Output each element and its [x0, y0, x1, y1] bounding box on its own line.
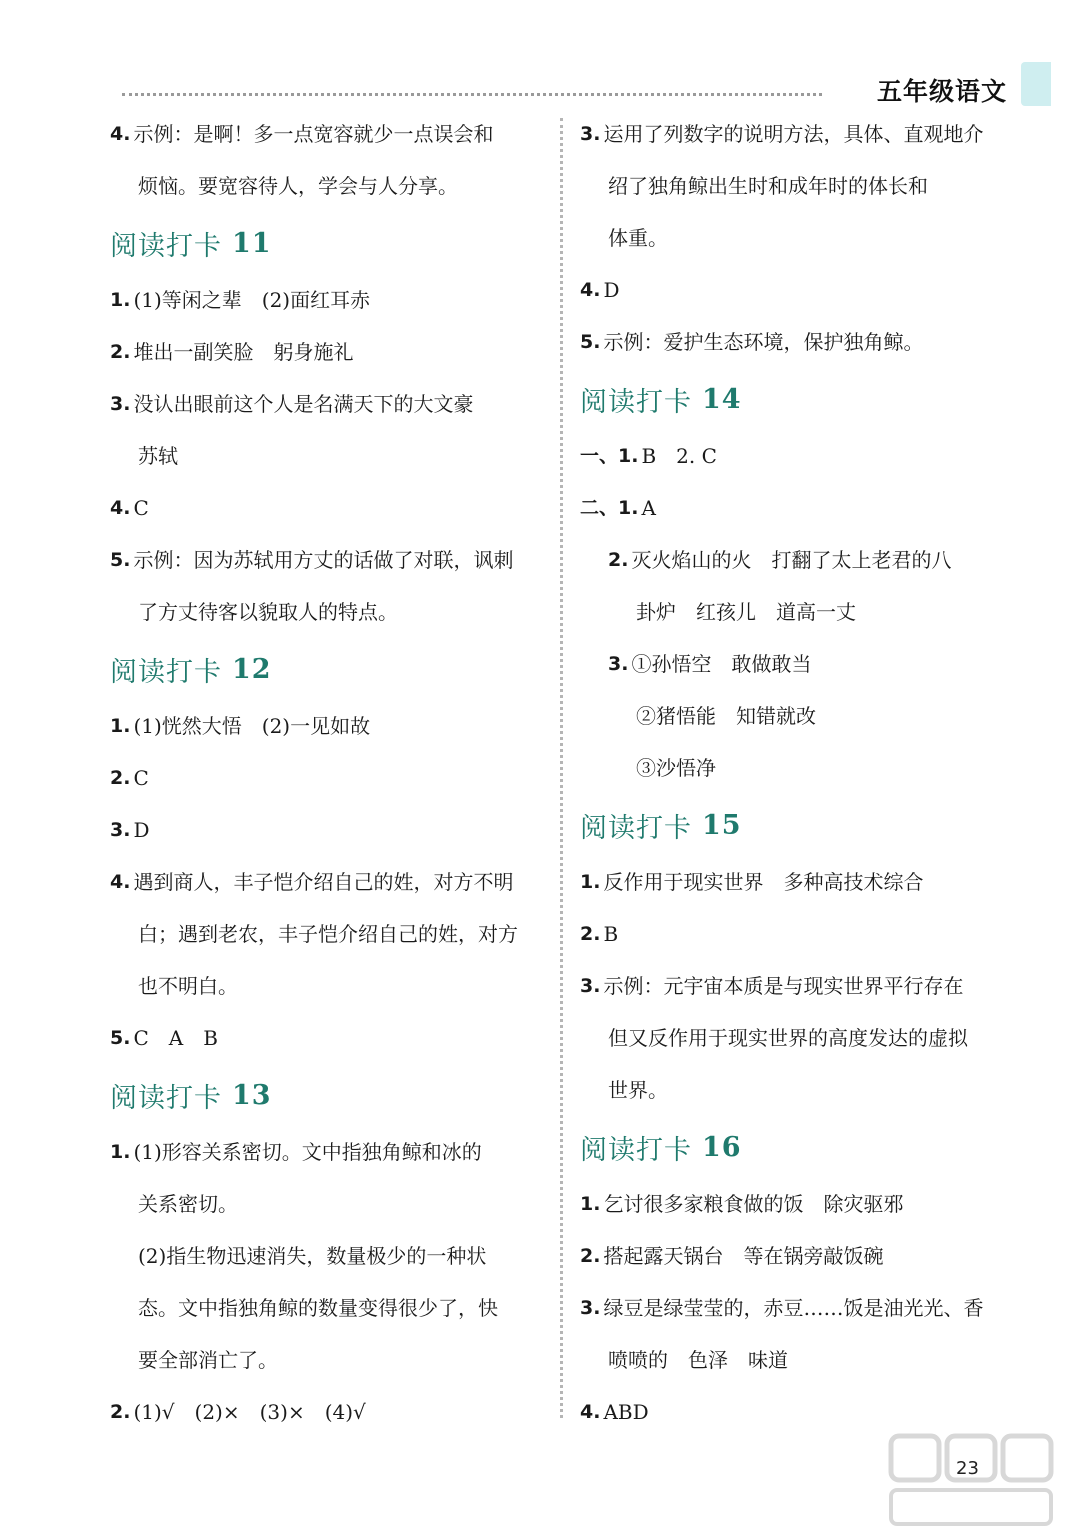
item-number: 3.	[580, 975, 601, 997]
answer-text: 运用了列数字的说明方法，具体、直观地介	[603, 122, 984, 146]
answer-continuation	[110, 1282, 550, 1334]
answer-item	[580, 1230, 1020, 1282]
answer-text: 搭起露天锅台 等在锅旁敲饭碗	[603, 1244, 884, 1268]
answer-text: 示例：因为苏轼用方丈的话做了对联，讽刺	[133, 548, 514, 572]
answer-text: 卦炉 红孩儿 道高一丈	[636, 600, 856, 624]
answer-continuation	[110, 908, 550, 960]
answer-text: C	[133, 496, 149, 520]
left-column	[110, 108, 550, 1438]
answer-continuation	[110, 1178, 550, 1230]
answer-item	[110, 274, 550, 326]
answer-item	[580, 316, 1020, 368]
item-number: 一、1.	[580, 445, 639, 467]
answer-continuation	[580, 690, 1020, 742]
answer-text: 灭火焰山的火 打翻了太上老君的八	[631, 548, 952, 572]
right-column	[580, 108, 1020, 1438]
answer-item	[580, 534, 1020, 586]
answer-text: 态。文中指独角鲸的数量变得很少了，快	[138, 1296, 498, 1320]
answer-text: ②猪悟能 知错就改	[636, 704, 816, 728]
item-number: 5.	[110, 549, 131, 571]
answer-text: 喷喷的 色泽 味道	[608, 1348, 788, 1372]
answer-item	[110, 1126, 550, 1178]
page-number: 23	[956, 1458, 979, 1479]
section-number: 16	[702, 1131, 742, 1163]
answer-text: 白；遇到老农，丰子恺介绍自己的姓，对方	[138, 922, 518, 946]
section-heading	[110, 1064, 550, 1126]
watermark-logo	[885, 1430, 1055, 1530]
section-label: 阅读打卡	[580, 386, 692, 418]
answer-text: (1)等闲之辈 (2)面红耳赤	[133, 288, 371, 312]
item-number: 4.	[110, 871, 131, 893]
answer-text: 乞讨很多家粮食做的饭 除灾驱邪	[603, 1192, 904, 1216]
answer-continuation	[580, 1334, 1020, 1386]
item-number: 4.	[580, 279, 601, 301]
item-number: 二、1.	[580, 497, 639, 519]
answer-text: 但又反作用于现实世界的高度发达的虚拟	[608, 1026, 968, 1050]
item-number: 1.	[110, 1141, 131, 1163]
answer-text: 示例：爱护生态环境，保护独角鲸。	[603, 330, 924, 354]
section-heading	[110, 638, 550, 700]
section-label: 阅读打卡	[110, 230, 222, 262]
answer-item	[580, 482, 1020, 534]
answer-item	[580, 108, 1020, 160]
answer-continuation	[110, 1230, 550, 1282]
section-number: 14	[702, 383, 742, 415]
section-number: 12	[232, 653, 272, 685]
answer-text: A	[641, 496, 656, 520]
answer-text: (1)恍然大悟 (2)一见如故	[133, 714, 371, 738]
section-label: 阅读打卡	[110, 656, 222, 688]
answer-text: 反作用于现实世界 多种高技术综合	[603, 870, 924, 894]
item-number: 2.	[580, 1245, 601, 1267]
answer-item	[110, 700, 550, 752]
answer-text: 体重。	[608, 226, 668, 250]
item-number: 2.	[580, 923, 601, 945]
answer-text: ABD	[603, 1400, 649, 1424]
header-tab-decoration	[1021, 62, 1051, 106]
answer-item	[580, 1178, 1020, 1230]
section-heading	[110, 212, 550, 274]
answer-item	[110, 856, 550, 908]
item-number: 2.	[110, 767, 131, 789]
answer-continuation	[110, 160, 550, 212]
answer-item	[580, 638, 1020, 690]
section-number: 13	[232, 1079, 272, 1111]
header-dotted-rule	[122, 93, 822, 96]
answer-text: 烦恼。要宽容待人，学会与人分享。	[138, 174, 458, 198]
answer-text: (1)√ (2)× (3)× (4)√	[133, 1400, 366, 1424]
answer-text: 遇到商人，丰子恺介绍自己的姓，对方不明	[133, 870, 514, 894]
section-label: 阅读打卡	[580, 812, 692, 844]
item-number: 2.	[110, 1401, 131, 1423]
section-label: 阅读打卡	[580, 1134, 692, 1166]
answer-text: 绿豆是绿莹莹的，赤豆……饭是油光光、香	[603, 1296, 984, 1320]
answer-item	[580, 856, 1020, 908]
section-label: 阅读打卡	[110, 1082, 222, 1114]
answer-item	[110, 378, 550, 430]
answer-item	[580, 960, 1020, 1012]
answer-text: 关系密切。	[138, 1192, 238, 1216]
answer-text: 苏轼	[138, 444, 178, 468]
answer-text: C A B	[133, 1026, 218, 1050]
answer-text: C	[133, 766, 149, 790]
answer-continuation	[580, 586, 1020, 638]
item-number: 3.	[110, 819, 131, 841]
answer-text: D	[133, 818, 150, 842]
answer-continuation	[580, 160, 1020, 212]
answer-item	[110, 752, 550, 804]
answer-item	[110, 804, 550, 856]
item-number: 1.	[580, 871, 601, 893]
answer-text: 世界。	[608, 1078, 668, 1102]
item-number: 4.	[110, 497, 131, 519]
answer-continuation	[580, 1012, 1020, 1064]
item-number: 3.	[580, 123, 601, 145]
answer-text: 要全部消亡了。	[138, 1348, 278, 1372]
section-heading	[580, 794, 1020, 856]
item-number: 5.	[580, 331, 601, 353]
answer-continuation	[110, 586, 550, 638]
answer-text: 示例：元宇宙本质是与现实世界平行存在	[603, 974, 964, 998]
answer-item	[580, 908, 1020, 960]
answer-text: (2)指生物迅速消失，数量极少的一种状	[138, 1244, 487, 1268]
item-number: 5.	[110, 1027, 131, 1049]
item-number: 1.	[110, 715, 131, 737]
item-number: 1.	[580, 1193, 601, 1215]
section-number: 15	[702, 809, 742, 841]
answer-text: 也不明白。	[138, 974, 238, 998]
answer-text: (1)形容关系密切。文中指独角鲸和冰的	[133, 1140, 482, 1164]
item-number: 2.	[110, 341, 131, 363]
answer-text: B	[603, 922, 619, 946]
answer-item	[110, 534, 550, 586]
item-number: 2.	[608, 549, 629, 571]
answer-continuation	[580, 212, 1020, 264]
answer-text: 示例：是啊！多一点宽容就少一点误会和	[133, 122, 494, 146]
answer-text: 了方丈待客以貌取人的特点。	[138, 600, 398, 624]
answer-text: ③沙悟净	[636, 756, 716, 780]
item-number: 4.	[580, 1401, 601, 1423]
answer-continuation	[580, 1064, 1020, 1116]
answer-text: 没认出眼前这个人是名满天下的大文豪	[133, 392, 474, 416]
answer-continuation	[110, 430, 550, 482]
answer-continuation	[580, 742, 1020, 794]
answer-item	[110, 1386, 550, 1438]
answer-text: 绍了独角鲸出生时和成年时的体长和	[608, 174, 928, 198]
answer-item	[580, 264, 1020, 316]
answer-item	[580, 1282, 1020, 1334]
answer-item	[110, 1012, 550, 1064]
answer-item	[110, 326, 550, 378]
answer-text: 堆出一副笑脸 躬身施礼	[133, 340, 354, 364]
answer-text: ①孙悟空 敢做敢当	[631, 652, 812, 676]
section-heading	[580, 1116, 1020, 1178]
item-number: 3.	[608, 653, 629, 675]
section-heading	[580, 368, 1020, 430]
answer-item	[580, 430, 1020, 482]
answer-continuation	[110, 1334, 550, 1386]
item-number: 3.	[580, 1297, 601, 1319]
answer-item	[110, 108, 550, 160]
answer-item	[110, 482, 550, 534]
item-number: 4.	[110, 123, 131, 145]
page-header-title: 五年级语文	[876, 77, 1007, 106]
item-number: 3.	[110, 393, 131, 415]
section-number: 11	[232, 227, 272, 259]
item-number: 1.	[110, 289, 131, 311]
answer-text: B 2. C	[641, 444, 717, 468]
answer-continuation	[110, 960, 550, 1012]
column-divider	[560, 118, 563, 1418]
answer-text: D	[603, 278, 620, 302]
